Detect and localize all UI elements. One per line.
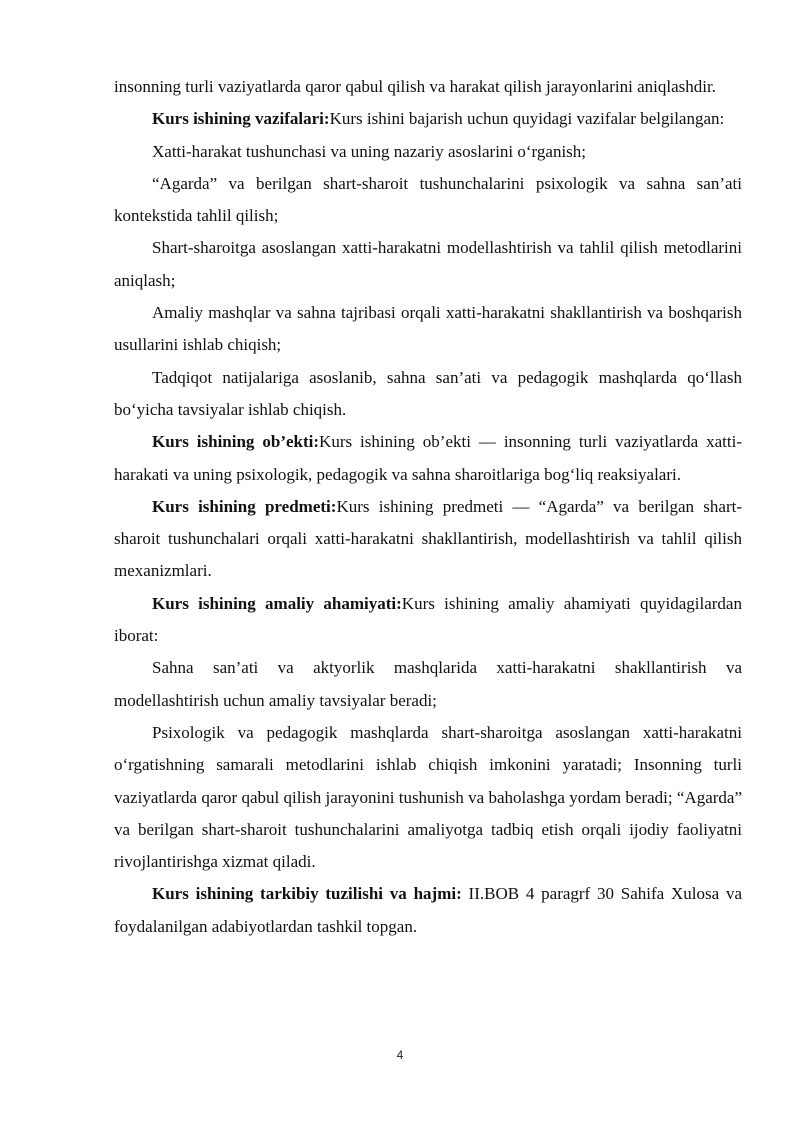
task-item-4: Amaliy mashqlar va sahna tajribasi orqali xatti-harakatni shakllantirish va boshqarish usullarini ishlab chiqish; bbox=[114, 303, 742, 355]
paragraph-intro-continuation: insonning turli vaziyatlarda qaror qabul qilish va harakat qilish jarayonlarini aniqlashdir. bbox=[114, 77, 716, 96]
object-heading: Kurs ishining ob’ekti: bbox=[152, 432, 320, 452]
task-item-5: Tadqiqot natijalariga asoslanib, sahna san’ati va pedagogik mashqlarda qo‘llash bo‘yicha tavsiyalar ishlab chiqish. bbox=[114, 367, 742, 419]
tasks-text: Kurs ishini bajarish uchun quyidagi vazifalar belgilangan: bbox=[329, 109, 725, 129]
task-item-2: “Agarda” va berilgan shart-sharoit tushunchalarini psixologik va sahna san’ati kontekstida tahlil qilish; bbox=[114, 173, 742, 226]
task-item-3: Shart-sharoitga asoslangan xatti-harakatni modellashtirish va tahlil qilish metodlarini aniqlash; bbox=[114, 238, 742, 290]
task-item-1: Xatti-harakat tushunchasi va uning nazariy asoslarini o‘rganish; bbox=[152, 141, 587, 161]
subject-text: Kurs ishining predmeti — “Agarda” va berilgan shart-sharoit tushunchalari orqali xatti-harakatni shakllantirish, modellashtirish va tahlil qilish mexanizmlari. bbox=[114, 496, 742, 581]
paragraph-object bbox=[114, 426, 742, 491]
paragraph-tasks bbox=[114, 103, 742, 135]
paragraph-practical-significance bbox=[114, 588, 742, 653]
significance-item-2: Psixologik va pedagogik mashqlarda shart-sharoitga asoslangan xatti-harakatni o‘rgatishning samarali metodlarini ishlab chiqish imkonini yaratadi; Insonning turli vaziyatlarda qaror qabul qilish jarayonini tushunish va baholashga yordam beradi; “Agarda” va berilgan shart-sharoit tushunchalarini amaliyotga tadbiq etish orqali ijodiy faoliyatni rivojlantirishga xizmat qiladi. bbox=[114, 722, 742, 872]
structure-text: II.BOB 4 paragrf 30 Sahifa Xulosa va foydalanilgan adabiyotlardan tashkil topgan. bbox=[114, 884, 742, 936]
structure-heading: Kurs ishining tarkibiy tuzilishi va hajmi: bbox=[152, 884, 462, 904]
practical-significance-text: Kurs ishining amaliy ahamiyati quyidagilardan iborat: bbox=[114, 593, 742, 646]
page-number: 4 bbox=[396, 1048, 404, 1062]
paragraph-subject bbox=[114, 491, 742, 588]
significance-item-1: Sahna san’ati va aktyorlik mashqlarida xatti-harakatni shakllantirish va modellashtirish uchun amaliy tavsiyalar beradi; bbox=[114, 658, 742, 710]
paragraph-structure bbox=[114, 878, 742, 943]
subject-heading: Kurs ishining predmeti: bbox=[152, 496, 337, 516]
object-text: Kurs ishining ob’ekti — insonning turli vaziyatlarda xatti-harakati va uning psixologik, pedagogik va sahna sharoitlariga bog‘liq reaksiyalari. bbox=[114, 432, 742, 484]
practical-significance-heading: Kurs ishining amaliy ahamiyati: bbox=[152, 593, 402, 613]
tasks-heading: Kurs ishining vazifalari: bbox=[152, 109, 330, 129]
page-body bbox=[114, 71, 742, 943]
